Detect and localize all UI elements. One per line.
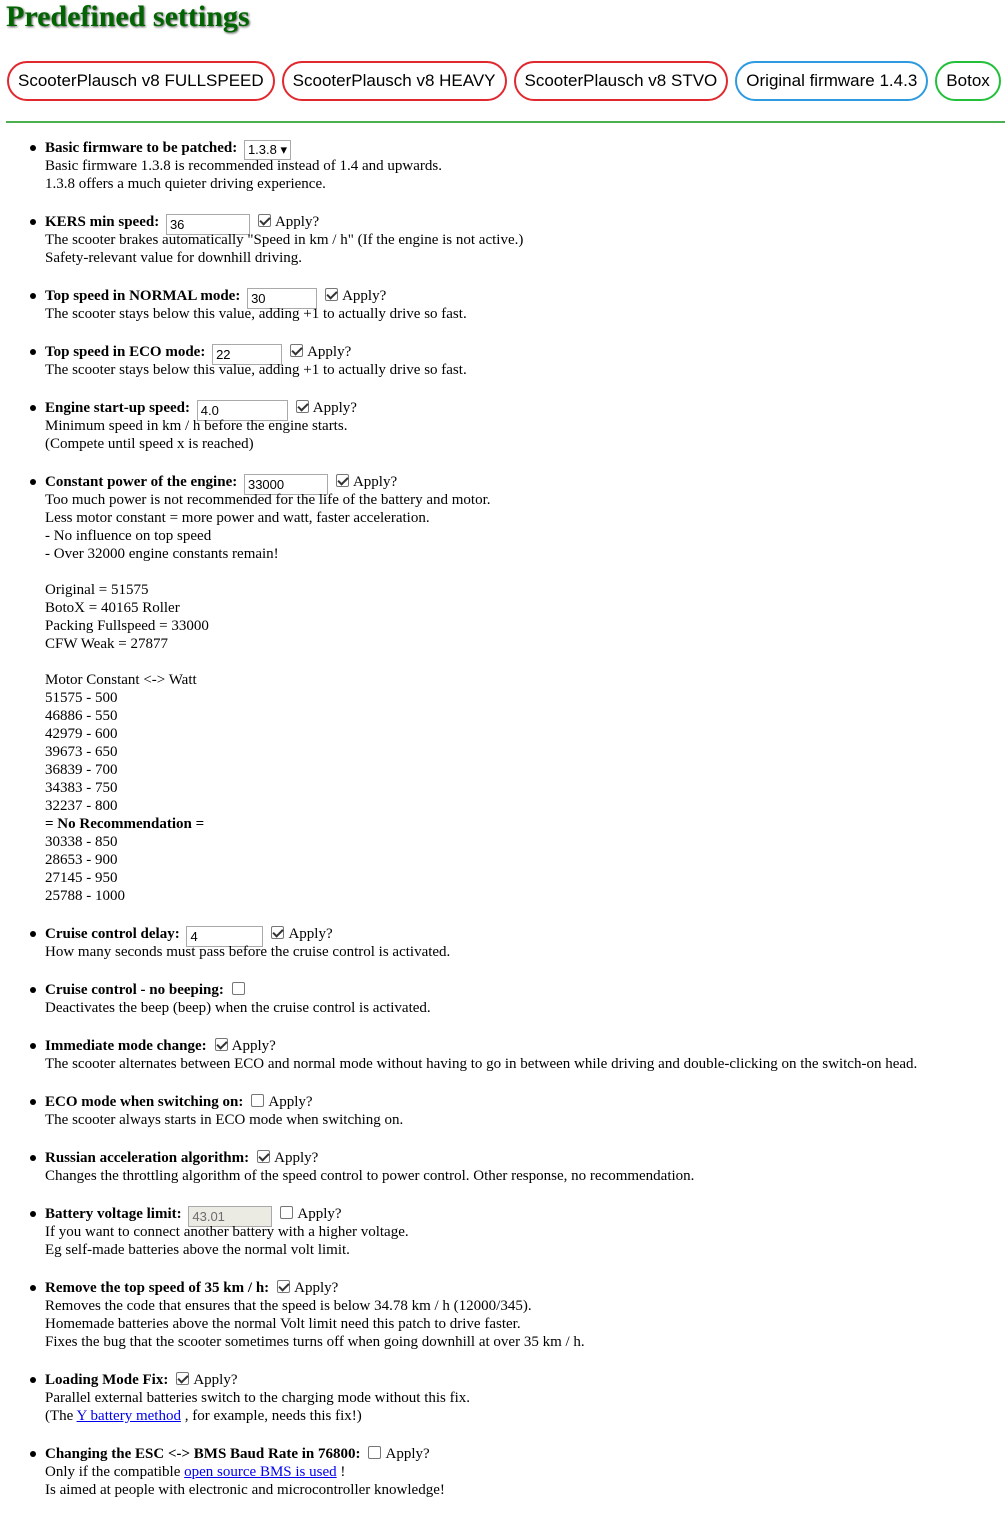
apply-label: Apply? bbox=[193, 1372, 238, 1388]
setting-description: Motor Constant <-> Watt bbox=[45, 672, 197, 688]
apply-label: Apply? bbox=[294, 1280, 339, 1296]
setting-description: Less motor constant = more power and watt, faster acceleration. bbox=[45, 510, 430, 526]
baud-rate-apply-checkbox[interactable] bbox=[368, 1446, 381, 1459]
preset-fullspeed-button[interactable]: ScooterPlausch v8 FULLSPEED bbox=[7, 61, 275, 101]
setting-kers bbox=[45, 213, 1005, 267]
setting-description: The scooter brakes automatically "Speed in km / h" (If the engine is not active.) bbox=[45, 232, 524, 248]
normal-speed-apply-checkbox[interactable] bbox=[325, 288, 338, 301]
preset-original-firmware-button[interactable]: Original firmware 1.4.3 bbox=[735, 61, 928, 101]
setting-firmware bbox=[45, 139, 1005, 193]
setting-title: Engine start-up speed: bbox=[45, 400, 191, 416]
apply-label: Apply? bbox=[274, 214, 320, 230]
loading-mode-fix-apply-checkbox[interactable] bbox=[176, 1372, 189, 1385]
apply-label: Apply? bbox=[297, 1206, 342, 1222]
open-source-bms-link[interactable]: open source BMS is used bbox=[184, 1464, 337, 1480]
apply-label: Apply? bbox=[231, 1038, 276, 1054]
setting-description: 42979 - 600 bbox=[45, 726, 118, 742]
setting-eco-on bbox=[45, 1093, 1005, 1129]
setting-description: (The bbox=[45, 1408, 74, 1424]
setting-remove-top-speed bbox=[45, 1279, 1005, 1351]
setting-description: Only if the compatible bbox=[45, 1464, 181, 1480]
setting-description: Minimum speed in km / h before the engine starts. bbox=[45, 418, 348, 434]
setting-description: If you want to connect another battery with a higher voltage. bbox=[45, 1224, 409, 1240]
setting-title: Top speed in ECO mode: bbox=[45, 344, 206, 360]
preset-bar bbox=[7, 61, 1005, 101]
remove-top-speed-apply-checkbox[interactable] bbox=[277, 1280, 290, 1293]
setting-description: Parallel external batteries switch to the charging mode without this fix. bbox=[45, 1390, 471, 1406]
setting-description: (Compete until speed x is reached) bbox=[45, 436, 254, 452]
setting-description: Eg self-made batteries above the normal volt limit. bbox=[45, 1242, 350, 1258]
setting-description: How many seconds must pass before the cruise control is activated. bbox=[45, 944, 451, 960]
normal-speed-input[interactable]: 30 bbox=[247, 288, 317, 309]
setting-eco-speed bbox=[45, 343, 1005, 379]
setting-title: Basic firmware to be patched: bbox=[45, 140, 238, 156]
setting-title: Top speed in NORMAL mode: bbox=[45, 288, 241, 304]
setting-description: 51575 - 500 bbox=[45, 690, 118, 706]
setting-description: 46886 - 550 bbox=[45, 708, 118, 724]
setting-description: ! bbox=[340, 1464, 346, 1480]
setting-description: Basic firmware 1.3.8 is recommended instead of 1.4 and upwards. bbox=[45, 158, 442, 174]
setting-description: Packing Fullspeed = 33000 bbox=[45, 618, 209, 634]
setting-title: Changing the ESC <-> BMS Baud Rate in 76800: bbox=[45, 1446, 361, 1462]
setting-description: 34383 - 750 bbox=[45, 780, 118, 796]
apply-label: Apply? bbox=[385, 1446, 430, 1462]
setting-loading-mode-fix bbox=[45, 1371, 1005, 1425]
startup-speed-input[interactable]: 4.0 bbox=[197, 400, 288, 421]
preset-stvo-button[interactable]: ScooterPlausch v8 STVO bbox=[514, 61, 729, 101]
setting-constant-power bbox=[45, 473, 1005, 905]
constant-power-input[interactable]: 33000 bbox=[244, 474, 328, 495]
setting-description: Is aimed at people with electronic and microcontroller knowledge! bbox=[45, 1482, 445, 1498]
page-title: Predefined settings bbox=[6, 0, 250, 33]
setting-description: Homemade batteries above the normal Volt limit need this patch to drive faster. bbox=[45, 1316, 521, 1332]
preset-botox-button[interactable]: Botox bbox=[935, 61, 1000, 101]
setting-cruise-no-beep bbox=[45, 981, 1005, 1017]
apply-label: Apply? bbox=[288, 926, 333, 942]
setting-russian-algorithm bbox=[45, 1149, 1005, 1185]
cruise-delay-apply-checkbox[interactable] bbox=[271, 926, 284, 939]
setting-description: The scooter always starts in ECO mode when switching on. bbox=[45, 1112, 404, 1128]
setting-cruise-delay bbox=[45, 925, 1005, 961]
setting-description: - No influence on top speed bbox=[45, 528, 212, 544]
startup-speed-apply-checkbox[interactable] bbox=[296, 400, 309, 413]
setting-description: 25788 - 1000 bbox=[45, 888, 125, 904]
apply-label: Apply? bbox=[342, 288, 387, 304]
setting-battery-voltage bbox=[45, 1205, 1005, 1259]
setting-description: 1.3.8 offers a much quieter driving experience. bbox=[45, 176, 326, 192]
constant-power-apply-checkbox[interactable] bbox=[336, 474, 349, 487]
setting-title: Russian acceleration algorithm: bbox=[45, 1150, 250, 1166]
setting-title: Constant power of the engine: bbox=[45, 474, 238, 490]
apply-label: Apply? bbox=[274, 1150, 319, 1166]
setting-normal-speed bbox=[45, 287, 1005, 323]
kers-speed-input[interactable]: 36 bbox=[166, 214, 250, 235]
setting-description: The scooter stays below this value, adding +1 to actually drive so fast. bbox=[45, 306, 467, 322]
setting-title: Remove the top speed of 35 km / h: bbox=[45, 1280, 270, 1296]
setting-description: 27145 - 950 bbox=[45, 870, 118, 886]
setting-description: The scooter alternates between ECO and normal mode without having to go in between while driving and double-clicking on the switch-on head. bbox=[45, 1056, 918, 1072]
setting-startup-speed bbox=[45, 399, 1005, 453]
firmware-select[interactable]: 1.3.8 ▾ bbox=[244, 140, 291, 160]
y-battery-method-link[interactable]: Y battery method bbox=[76, 1408, 181, 1424]
setting-title: Immediate mode change: bbox=[45, 1038, 207, 1054]
setting-baud-rate bbox=[45, 1445, 1005, 1499]
eco-on-apply-checkbox[interactable] bbox=[251, 1094, 264, 1107]
setting-title: Loading Mode Fix: bbox=[45, 1372, 169, 1388]
setting-description: BotoX = 40165 Roller bbox=[45, 600, 180, 616]
setting-description: Fixes the bug that the scooter sometimes turns off when going downhill at over 35 km / h. bbox=[45, 1334, 585, 1350]
divider bbox=[6, 121, 1005, 123]
apply-label: Apply? bbox=[307, 344, 352, 360]
setting-title: Cruise control delay: bbox=[45, 926, 180, 942]
setting-description: 36839 - 700 bbox=[45, 762, 118, 778]
setting-description: Original = 51575 bbox=[45, 582, 149, 598]
battery-voltage-apply-checkbox[interactable] bbox=[280, 1206, 293, 1219]
eco-speed-input[interactable]: 22 bbox=[212, 344, 282, 365]
setting-description: The scooter stays below this value, adding +1 to actually drive so fast. bbox=[45, 362, 467, 378]
setting-description: 32237 - 800 bbox=[45, 798, 118, 814]
apply-label: Apply? bbox=[312, 400, 357, 416]
eco-speed-apply-checkbox[interactable] bbox=[290, 344, 303, 357]
setting-title: Cruise control - no beeping: bbox=[45, 982, 224, 998]
setting-description: 30338 - 850 bbox=[45, 834, 118, 850]
setting-description: Too much power is not recommended for the life of the battery and motor. bbox=[45, 492, 491, 508]
mode-change-apply-checkbox[interactable] bbox=[215, 1038, 228, 1051]
apply-label: Apply? bbox=[268, 1094, 313, 1110]
setting-description: 39673 - 650 bbox=[45, 744, 118, 760]
setting-description: Safety-relevant value for downhill driving. bbox=[45, 250, 303, 266]
no-recommendation-label: = No Recommendation = bbox=[45, 816, 205, 832]
setting-description: 28653 - 900 bbox=[45, 852, 118, 868]
blank-line bbox=[45, 653, 1005, 671]
blank-line bbox=[45, 563, 1005, 581]
settings-list bbox=[45, 139, 1005, 1519]
apply-label: Apply? bbox=[352, 474, 398, 490]
preset-heavy-button[interactable]: ScooterPlausch v8 HEAVY bbox=[282, 61, 507, 101]
setting-title: Battery voltage limit: bbox=[45, 1206, 182, 1222]
cruise-delay-input[interactable]: 4 bbox=[186, 926, 263, 947]
setting-description: CFW Weak = 27877 bbox=[45, 636, 168, 652]
russian-algorithm-apply-checkbox[interactable] bbox=[257, 1150, 270, 1163]
setting-description: Changes the throttling algorithm of the speed control to power control. Other response, no recommendation. bbox=[45, 1168, 695, 1184]
setting-mode-change bbox=[45, 1037, 1005, 1073]
setting-description: Removes the code that ensures that the speed is below 34.78 km / h (12000/345). bbox=[45, 1298, 532, 1314]
no-beep-checkbox[interactable] bbox=[232, 982, 245, 995]
kers-apply-checkbox[interactable] bbox=[258, 214, 271, 227]
battery-voltage-input[interactable]: 43.01 bbox=[188, 1206, 272, 1227]
setting-title: ECO mode when switching on: bbox=[45, 1094, 244, 1110]
setting-title: KERS min speed: bbox=[45, 214, 160, 230]
setting-description: - Over 32000 engine constants remain! bbox=[45, 546, 279, 562]
setting-description: , for example, needs this fix!) bbox=[184, 1408, 362, 1424]
setting-description: Deactivates the beep (beep) when the cruise control is activated. bbox=[45, 1000, 431, 1016]
